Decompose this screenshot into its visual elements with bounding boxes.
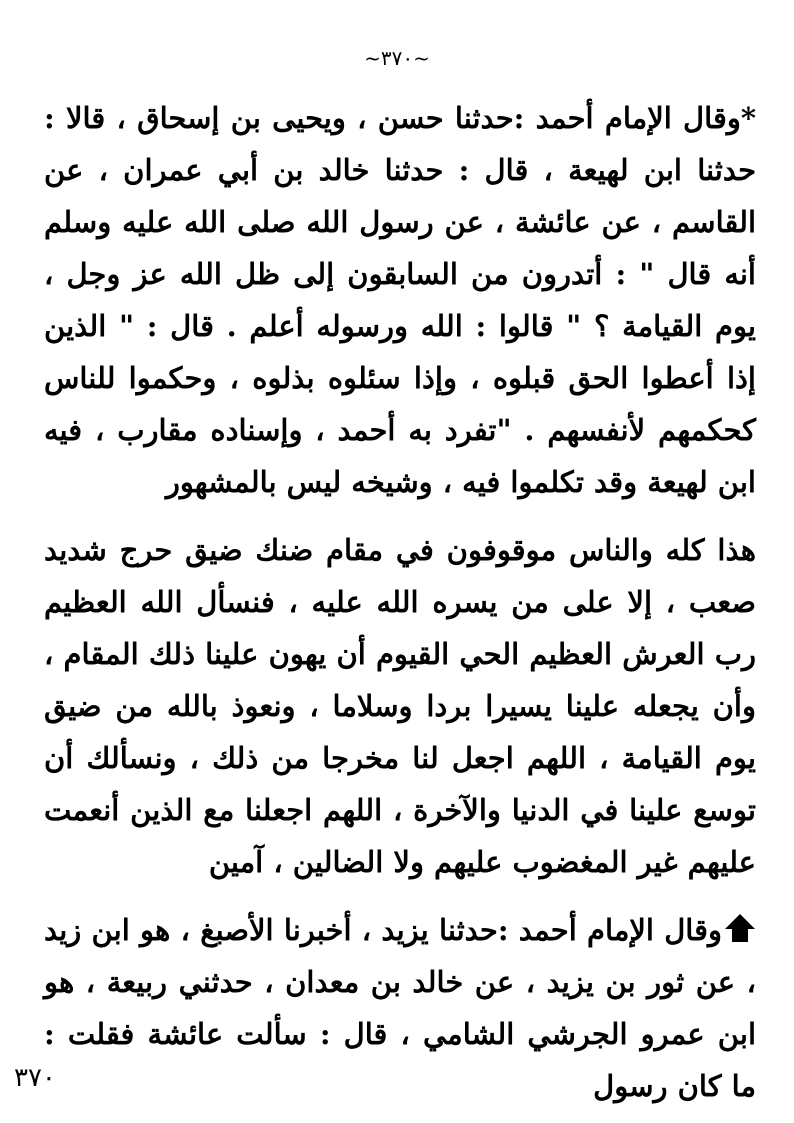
paragraph-hadith-ahmad-1: *وقال الإمام أحمد :حدثنا حسن ، ويحيى بن إسحاق ، قالا : حدثنا ابن لهيعة ، قال : حدثنا خالد بن أبي عمران ، عن القاسم ، عن عائشة ، عن رسول الله صلى الله عليه وسلم أنه قال " : أتدرون من السابقون إلى ظل الله عز وجل ، يوم القيامة ؟ " قالوا : الله ورسوله أعلم . قال : " الذين إذا أعطوا الحق قبلوه ، وإذا سئلوه بذلوه ، وحكموا للناس كحكمهم لأنفسهم . "تفرد به أحمد ، وإسناده مقارب ، فيه ابن لهيعة وقد تكلموا فيه ، وشيخه ليس بالمشهور (44, 101, 756, 499)
up-arrow-icon (724, 908, 756, 940)
page-header-marker: ~٣٧٠~ (364, 46, 430, 70)
page-number: ٣٧٠ (14, 1063, 56, 1093)
paragraph-hadith-ahmad-2-text: وقال الإمام أحمد :حدثنا يزيد ، أخبرنا الأصبغ ، هو ابن زيد ، عن ثور بن يزيد ، عن خالد بن معدان ، حدثني ربيعة ، هو ابن عمرو الجرشي الشامي ، قال : سألت عائشة فقلت : ما كان رسول (44, 913, 756, 1103)
page-body (44, 92, 756, 1112)
paragraph-hadith-ahmad-2 (44, 904, 756, 1112)
paragraph-supplication: هذا كله والناس موقوفون في مقام ضنك ضيق حرج شديد صعب ، إلا على من يسره الله عليه ، فنسأل الله العظيم رب العرش العظيم الحي القيوم أن يهون علينا ذلك المقام ، وأن يجعله علينا يسيرا بردا وسلاما ، ونعوذ بالله من ضيق يوم القيامة ، اللهم اجعل لنا مخرجا من ذلك ، ونسألك أن توسع علينا في الدنيا والآخرة ، اللهم اجعلنا مع الذين أنعمت عليهم غير المغضوب عليهم ولا الضالين ، آمين (44, 533, 756, 879)
